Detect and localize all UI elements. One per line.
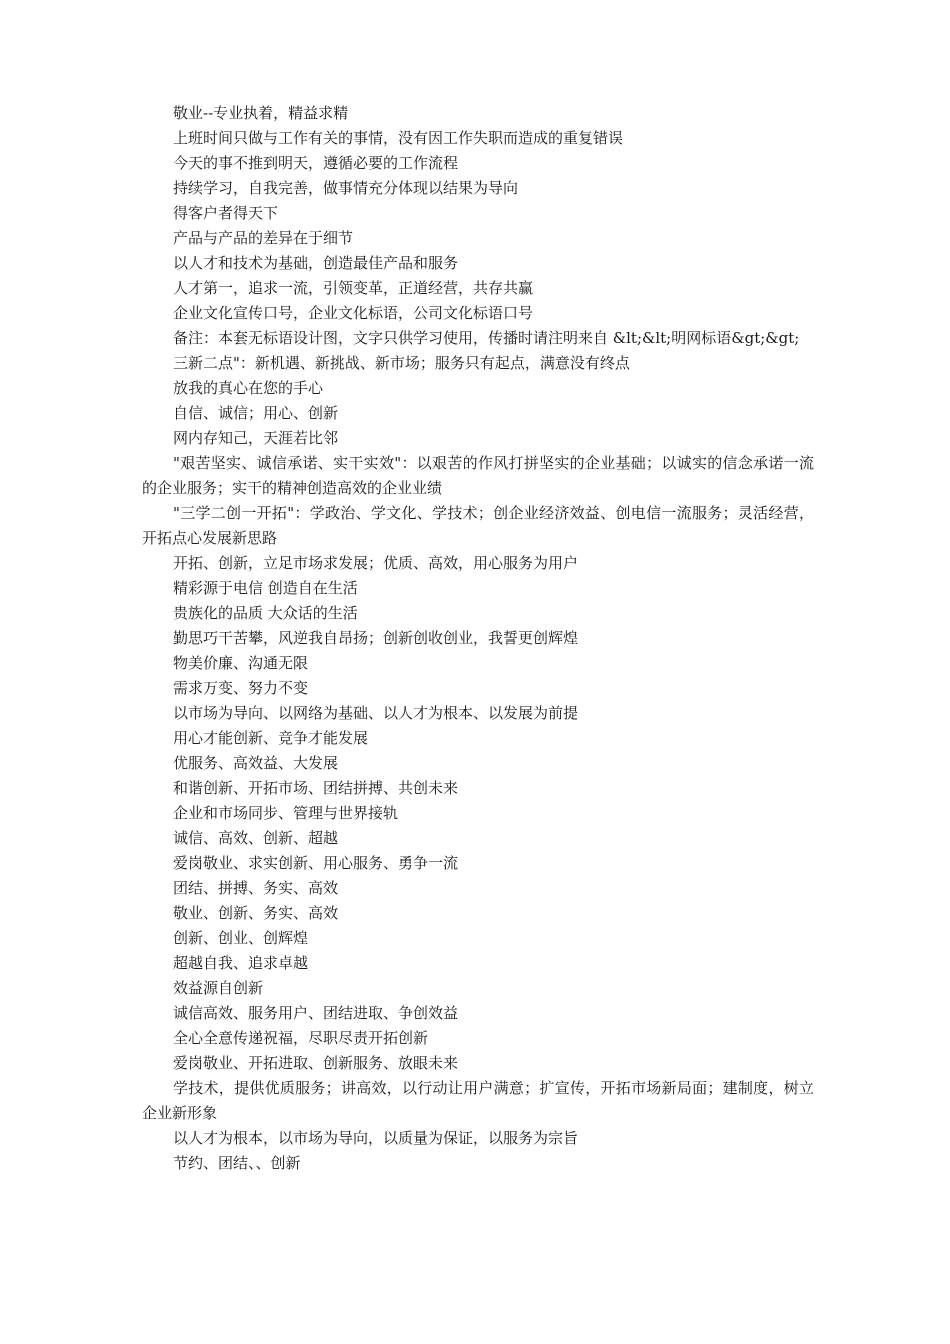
paragraph: 贵族化的品质 大众话的生活 (173, 604, 358, 622)
paragraph: "艰苦坚实、诚信承诺、实干实效"：以艰苦的作风打拼坚实的企业基础；以诚实的信念承诺一流的企业服务；实干的精神创造高效的企业业绩 (142, 454, 814, 497)
paragraph: 需求万变、努力不变 (173, 679, 309, 697)
paragraph: 诚信高效、服务用户、团结进取、争创效益 (173, 1004, 459, 1022)
paragraph: 学技术，提供优质服务；讲高效，以行动让用户满意；扩宣传，开拓市场新局面；建制度，树立企业新形象 (142, 1079, 814, 1122)
paragraph: 爱岗敬业、开拓进取、创新服务、放眼未来 (173, 1054, 459, 1072)
paragraph: 放我的真心在您的手心 (173, 379, 324, 397)
paragraph: 勤思巧干苦攀，风逆我自昂扬；创新创收创业，我誓更创辉煌 (173, 629, 579, 647)
paragraph: 企业文化宣传口号，企业文化标语，公司文化标语口号 (173, 304, 534, 322)
paragraph: 爱岗敬业、求实创新、用心服务、勇争一流 (173, 854, 459, 872)
paragraph: 企业和市场同步、管理与世界接轨 (173, 804, 399, 822)
paragraph: 节约、团结、、创新 (173, 1154, 301, 1172)
paragraph: 今天的事不推到明天，遵循必要的工作流程 (173, 154, 459, 172)
paragraph: 优服务、高效益、大发展 (173, 754, 339, 772)
paragraph: "三学二创一开拓"：学政治、学文化、学技术；创企业经济效益、创电信一流服务；灵活经营，开拓点心发展新思路 (142, 504, 814, 547)
document-body (142, 101, 814, 1176)
paragraph: 精彩源于电信 创造自在生活 (173, 579, 358, 597)
paragraph: 敬业、创新、务实、高效 (173, 904, 339, 922)
paragraph: 效益源自创新 (173, 979, 264, 997)
paragraph: 物美价廉、沟通无限 (173, 654, 309, 672)
paragraph: 人才第一，追求一流，引领变革，正道经营，共存共赢 (173, 279, 534, 297)
paragraph: 持续学习，自我完善，做事情充分体现以结果为导向 (173, 179, 519, 197)
paragraph: 用心才能创新、竞争才能发展 (173, 729, 369, 747)
paragraph: 团结、拼搏、务实、高效 (173, 879, 339, 897)
paragraph: 自信、诚信；用心、创新 (173, 404, 339, 422)
paragraph: 和谐创新、开拓市场、团结拼搏、共创未来 (173, 779, 459, 797)
paragraph: 超越自我、追求卓越 (173, 954, 309, 972)
paragraph: 创新、创业、创辉煌 (173, 929, 309, 947)
paragraph: 网内存知己，天涯若比邻 (173, 429, 339, 447)
paragraph: 以人才和技术为基础，创造最佳产品和服务 (173, 254, 459, 272)
paragraph-note: 备注：本套无标语设计图，文字只供学习使用，传播时请注明来自 &lt;&lt;明网标语&gt;&gt; (173, 329, 800, 347)
paragraph: 以人才为根本，以市场为导向，以质量为保证，以服务为宗旨 (173, 1129, 579, 1147)
paragraph: 产品与产品的差异在于细节 (173, 229, 354, 247)
paragraph: 三新二点"：新机遇、新挑战、新市场；服务只有起点，满意没有终点 (173, 354, 630, 372)
paragraph: 诚信、高效、创新、超越 (173, 829, 339, 847)
paragraph: 敬业--专业执着，精益求精 (173, 104, 349, 122)
paragraph: 开拓、创新，立足市场求发展；优质、高效，用心服务为用户 (173, 554, 579, 572)
paragraph: 以市场为导向、以网络为基础、以人才为根本、以发展为前提 (173, 704, 579, 722)
paragraph: 全心全意传递祝福，尽职尽责开拓创新 (173, 1029, 429, 1047)
paragraph: 上班时间只做与工作有关的事情，没有因工作失职而造成的重复错误 (173, 129, 624, 147)
paragraph: 得客户者得天下 (173, 204, 279, 222)
